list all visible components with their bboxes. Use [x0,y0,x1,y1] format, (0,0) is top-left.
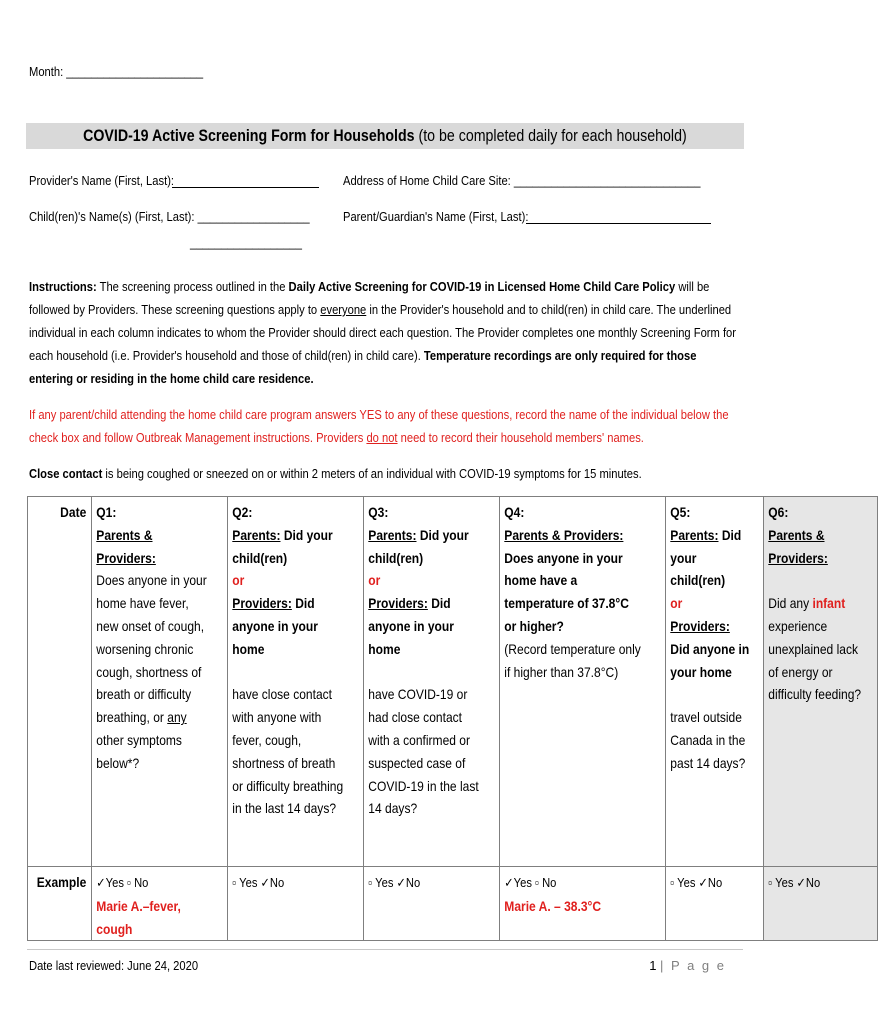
q2-example-cell [227,867,363,941]
q4-example-checkbox[interactable]: ✓Yes ▫ No [503,875,556,890]
q2-providers-text: Did anyone in your home [231,595,318,657]
date-header-cell [28,497,92,867]
q3-target-parents: Parents: [367,526,417,543]
q2-label: Q2: [231,504,252,520]
page-label: | P a g e [660,958,726,973]
guardian-name-line[interactable] [526,223,711,224]
children-names-field: Child(ren)'s Name(s) (First, Last): __________________ [29,209,310,224]
q5-target-parents: Parents: [669,526,719,543]
q3-target-providers: Providers: [367,595,428,612]
q4-text: (Record temperature only if higher than 37.8°C) [503,640,641,680]
q5-text: travel outside Canada in the past 14 days? [669,709,745,771]
q3-label: Q3: [367,504,388,520]
q2-header-cell [227,497,363,867]
q6-text-b: experience unexplained lack of energy or difficulty feeding? [767,617,861,703]
do-not-underlined: do not [366,430,398,445]
q4-target: Parents & Providers: [503,526,624,543]
q1-text-2: other symptoms below*? [95,731,182,771]
policy-name: Daily Active Screening for COVID-19 in Licensed Home Child Care Policy [288,279,676,294]
q2-or: or [231,572,244,589]
q1-header-cell [91,497,227,867]
form-title-bold: COVID-19 Active Screening Form for Households [83,127,415,145]
q4-header-cell [499,497,665,867]
page-number-value: 1 [649,958,657,973]
q1-example-checkbox[interactable]: ✓Yes ▫ No [95,875,148,890]
q3-example-cell [363,867,499,941]
q6-infant: infant [812,595,845,612]
q1-label: Q1: [95,504,116,520]
q3-text: have COVID-19 or had close contact with a confirmed or suspected case of COVID-19 in the last 14 days? [367,686,479,817]
q1-example-cell [91,867,227,941]
month-field: Month: ______________________ [29,64,204,79]
question-header-row [28,497,878,867]
q6-example-checkbox[interactable]: ▫ Yes ✓No [767,875,820,890]
example-row [28,867,878,941]
temperature-note: Temperature recordings are only required for those entering or residing in the home child care residence. [29,348,697,386]
q3-header-cell [363,497,499,867]
address-field: Address of Home Child Care Site: ______________________________ [343,173,701,188]
q3-example-checkbox[interactable]: ▫ Yes ✓No [367,875,420,890]
q6-header-cell [763,497,877,867]
q2-parents-text: Did your child(ren) [231,526,333,566]
close-contact-definition [29,462,743,485]
q6-text-a: Did any [767,595,813,612]
q1-any: any [166,709,187,726]
q4-example-cell [499,867,665,941]
q6-example-cell [763,867,877,941]
q2-target-providers: Providers: [231,595,292,612]
date-last-reviewed: Date last reviewed: June 24, 2020 [29,958,199,973]
q3-providers-text: Did anyone in your home [367,595,454,657]
q5-or: or [669,595,682,612]
guardian-name-label: Parent/Guardian's Name (First, Last): [343,209,529,224]
q4-label: Q4: [503,504,524,520]
form-title-bar [26,123,744,149]
q6-label: Q6: [767,504,788,520]
close-contact-label: Close contact [29,466,103,481]
q5-providers-text: Did anyone in your home [669,640,749,680]
q2-text: have close contact with anyone with fever, cough, shortness of breath or difficulty breathing in the last 14 days? [231,686,343,817]
date-header: Date [60,504,87,520]
instructions-text-1: The screening process outlined in the [96,279,289,294]
q5-example-cell [665,867,763,941]
q4-question: Does anyone in your home have a temperature of 37.8°C or higher? [503,549,629,634]
form-title [83,123,687,149]
instructions-label: Instructions: [29,279,97,294]
q3-or: or [367,572,380,589]
q5-target-providers: Providers: [669,617,730,634]
page-number [649,958,726,973]
instructions-text-2: will be followed by Providers. These screening questions apply to [29,279,710,317]
q1-text: Does anyone in your home have fever, new onset of cough, worsening chronic cough, shortness of breath or difficulty breathing, or [95,572,207,726]
q2-example-checkbox[interactable]: ▫ Yes ✓No [231,875,284,890]
provider-name-line[interactable] [172,187,319,188]
q4-example-note: Marie A. – 38.3°C [503,897,601,914]
provider-name-label: Provider's Name (First, Last): [29,173,175,188]
everyone-underlined: everyone [320,302,367,317]
red-note-text-2: need to record their household members' names. [397,430,644,445]
red-note-text-1: If any parent/child attending the home child care program answers YES to any of these questions, record the name of the individual below the check box and follow Outbreak Management instructions. Providers [29,407,729,445]
q5-label: Q5: [669,504,690,520]
example-label-cell [28,867,92,941]
children-names-line2: __________________ [190,235,302,250]
instructions-paragraph [29,275,743,390]
q1-example-note: Marie A.–fever, cough [95,897,181,937]
screening-table [27,496,878,941]
q1-target: Parents & Providers: [95,526,156,566]
q5-parents-text: Did your child(ren) [669,526,741,589]
q5-example-checkbox[interactable]: ▫ Yes ✓No [669,875,722,890]
close-contact-text: is being coughed or sneezed on or within 2 meters of an individual with COVID-19 symptoms for 15 minutes. [102,466,642,481]
form-title-subtitle: (to be completed daily for each household) [414,127,687,145]
q5-header-cell [665,497,763,867]
q6-target: Parents & Providers: [767,526,828,566]
instructions-text-3: in the Provider's household and to child(ren) in child care. The underlined individual in each column indicates to whom the Provider should direct each question. The Provider completes one monthly Screening Form for each household (i.e. Provider's household and those of child(ren) in child care). [29,302,737,363]
q3-parents-text: Did your child(ren) [367,526,469,566]
q2-target-parents: Parents: [231,526,281,543]
red-note-paragraph [29,403,743,449]
footer-divider [27,949,743,950]
example-label: Example [36,874,87,890]
